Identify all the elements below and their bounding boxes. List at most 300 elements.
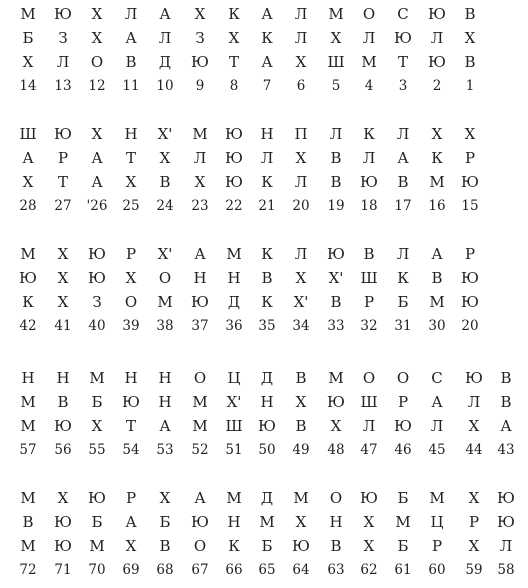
letter-cell: М — [20, 417, 36, 435]
letter-row — [0, 50, 528, 74]
letter-row — [0, 2, 528, 26]
letter-cell: Л — [396, 125, 410, 143]
letter-cell: Ю — [497, 513, 515, 531]
number-row — [0, 314, 528, 338]
number-cell: 34 — [292, 318, 310, 334]
letter-cell: Ρ — [125, 489, 137, 507]
letter-cell: З — [92, 293, 102, 311]
letter-cell: Ю — [191, 53, 209, 71]
letter-cell: М — [89, 537, 105, 555]
letter-cell: А — [125, 513, 137, 531]
letter-cell: В — [295, 417, 307, 435]
letter-cell: Л — [193, 149, 207, 167]
letter-cell: Х — [464, 29, 476, 47]
letter-cell: Ц — [430, 513, 444, 531]
letter-cell: В — [464, 5, 476, 23]
number-cell: 65 — [258, 562, 276, 578]
letter-cell: Ρ — [464, 245, 476, 263]
letter-cell: В — [330, 149, 342, 167]
letter-cell: Л — [294, 29, 308, 47]
letter-cell: К — [261, 173, 273, 191]
letter-cell: Ю — [54, 537, 72, 555]
number-cell: 43 — [497, 442, 515, 458]
letter-cell: М — [89, 369, 105, 387]
letter-cell: Ю — [292, 537, 310, 555]
number-cell: 55 — [88, 442, 106, 458]
letter-cell: А — [194, 245, 206, 263]
letter-cell: Т — [125, 149, 136, 167]
letter-row — [0, 170, 528, 194]
number-cell: 41 — [54, 318, 72, 334]
letter-cell: В — [159, 173, 171, 191]
letter-cell: Х' — [157, 125, 173, 143]
letter-cell: Ю — [360, 173, 378, 191]
letter-cell: Х — [431, 125, 443, 143]
letter-cell: В — [500, 393, 512, 411]
number-cell: 61 — [394, 562, 412, 578]
letter-cell: О — [193, 369, 207, 387]
letter-cell: М — [328, 5, 344, 23]
letter-cell: Ш — [19, 125, 37, 143]
letter-cell: Д — [260, 369, 274, 387]
letter-cell: Ю — [465, 369, 483, 387]
letter-cell: Х — [363, 513, 375, 531]
number-cell: 1 — [465, 78, 475, 94]
number-row — [0, 74, 528, 98]
letter-cell: Н — [56, 369, 70, 387]
letter-cell: Ю — [497, 489, 515, 507]
letter-cell: Л — [396, 245, 410, 263]
letter-cell: Л — [56, 53, 70, 71]
letter-cell: Н — [227, 513, 241, 531]
letter-cell: М — [226, 245, 242, 263]
letter-cell: Ю — [428, 5, 446, 23]
number-row — [0, 194, 528, 218]
number-cell: 3 — [398, 78, 408, 94]
number-cell: 27 — [54, 198, 72, 214]
letter-cell: В — [464, 53, 476, 71]
number-cell: 23 — [191, 198, 209, 214]
letter-cell: Б — [22, 29, 34, 47]
letter-cell: Н — [124, 125, 138, 143]
letter-cell: В — [500, 369, 512, 387]
number-cell: 68 — [156, 562, 174, 578]
letter-cell: Н — [124, 369, 138, 387]
letter-cell: Х — [159, 149, 171, 167]
number-cell: 21 — [258, 198, 276, 214]
number-cell: 18 — [360, 198, 378, 214]
letter-row — [0, 290, 528, 314]
letter-cell: М — [226, 489, 242, 507]
letter-cell: З — [58, 29, 68, 47]
letter-cell: Х — [330, 417, 342, 435]
letter-cell: В — [295, 369, 307, 387]
letter-cell: Ц — [227, 369, 241, 387]
letter-cell: Н — [227, 269, 241, 287]
letter-cell: Ш — [360, 393, 378, 411]
letter-cell: Ю — [461, 293, 479, 311]
letter-cell: М — [20, 537, 36, 555]
letter-cell: Х — [295, 149, 307, 167]
letter-cell: Т — [228, 53, 239, 71]
letter-cell: Т — [57, 173, 68, 191]
number-cell: 12 — [88, 78, 106, 94]
letter-cell: А — [159, 417, 171, 435]
letter-cell: Ρ — [464, 149, 476, 167]
letter-cell: Ю — [54, 417, 72, 435]
letter-cell: Х — [22, 173, 34, 191]
letter-cell: Ю — [394, 29, 412, 47]
letter-cell: В — [159, 537, 171, 555]
letter-cell: Х — [91, 5, 103, 23]
letter-cell: Л — [294, 5, 308, 23]
letter-cell: Х — [125, 269, 137, 287]
letter-cell: Ρ — [125, 245, 137, 263]
number-cell: 60 — [428, 562, 446, 578]
letter-cell: Ш — [327, 53, 345, 71]
letter-cell: М — [20, 5, 36, 23]
letter-cell: Х — [159, 489, 171, 507]
letter-cell: А — [261, 5, 273, 23]
letter-cell: Х — [464, 125, 476, 143]
letter-cell: Ю — [461, 173, 479, 191]
letter-cell: Л — [430, 29, 444, 47]
letter-cell: Т — [125, 417, 136, 435]
letter-cell: Х — [22, 53, 34, 71]
letter-cell: А — [431, 245, 443, 263]
letter-cell: Х — [57, 293, 69, 311]
letter-row — [0, 242, 528, 266]
letter-cell: Ю — [88, 269, 106, 287]
letter-cell: А — [261, 53, 273, 71]
letter-cell: М — [361, 53, 377, 71]
number-cell: 52 — [191, 442, 209, 458]
letter-cell: Х' — [157, 245, 173, 263]
letter-cell: К — [22, 293, 34, 311]
letter-cell: Х' — [293, 293, 309, 311]
number-cell: 17 — [394, 198, 412, 214]
letter-row — [0, 510, 528, 534]
letter-cell: М — [259, 513, 275, 531]
number-row — [0, 558, 528, 582]
letter-cell: М — [429, 293, 445, 311]
letter-cell: Б — [397, 537, 409, 555]
letter-cell: П — [294, 125, 308, 143]
letter-row — [0, 146, 528, 170]
letter-row — [0, 266, 528, 290]
letter-cell: Т — [397, 53, 408, 71]
letter-row — [0, 26, 528, 50]
letter-cell: Ю — [54, 513, 72, 531]
letter-cell: К — [431, 149, 443, 167]
number-cell: 31 — [394, 318, 412, 334]
number-cell: 2 — [432, 78, 442, 94]
letter-cell: Л — [430, 417, 444, 435]
letter-cell: Д — [260, 489, 274, 507]
letter-cell: Х — [295, 393, 307, 411]
letter-cell: Х — [363, 537, 375, 555]
letter-row — [0, 414, 528, 438]
number-cell: 11 — [122, 78, 140, 94]
number-cell: 71 — [54, 562, 72, 578]
letter-cell: Х — [194, 173, 206, 191]
number-cell: 46 — [394, 442, 412, 458]
letter-row — [0, 486, 528, 510]
letter-cell: Н — [158, 369, 172, 387]
letter-cell: Л — [329, 125, 343, 143]
number-cell: 51 — [225, 442, 243, 458]
number-cell: 36 — [225, 318, 243, 334]
letter-cell: Ρ — [431, 537, 443, 555]
number-cell: 37 — [191, 318, 209, 334]
letter-cell: О — [362, 369, 376, 387]
letter-cell: Ю — [88, 245, 106, 263]
letter-cell: Ю — [54, 125, 72, 143]
letter-cell: Ρ — [57, 149, 69, 167]
letter-cell: О — [90, 53, 104, 71]
letter-cell: Д — [227, 293, 241, 311]
letter-cell: М — [192, 125, 208, 143]
letter-cell: Х — [194, 5, 206, 23]
letter-cell: М — [328, 369, 344, 387]
letter-cell: Б — [397, 489, 409, 507]
letter-row — [0, 534, 528, 558]
letter-cell: А — [194, 489, 206, 507]
number-cell: 50 — [258, 442, 276, 458]
number-cell: 6 — [296, 78, 306, 94]
letter-cell: Х — [91, 125, 103, 143]
number-cell: 58 — [497, 562, 515, 578]
letter-cell: Н — [260, 393, 274, 411]
letter-cell: О — [193, 537, 207, 555]
letter-cell: Х — [468, 417, 480, 435]
letter-cell: С — [431, 369, 443, 387]
letter-cell: К — [261, 245, 273, 263]
letter-cell: Д — [158, 53, 172, 71]
letter-cell: Ю — [428, 53, 446, 71]
number-row — [0, 438, 528, 462]
number-cell: 8 — [229, 78, 239, 94]
letter-cell: В — [330, 537, 342, 555]
number-cell: 7 — [262, 78, 272, 94]
number-cell: 45 — [428, 442, 446, 458]
letter-cell: Н — [260, 125, 274, 143]
letter-cell: М — [429, 173, 445, 191]
number-cell: 28 — [19, 198, 37, 214]
letter-cell: Ю — [327, 393, 345, 411]
number-cell: 54 — [122, 442, 140, 458]
letter-cell: Б — [261, 537, 273, 555]
letter-cell: Ю — [191, 293, 209, 311]
letter-cell: Х — [125, 173, 137, 191]
letter-cell: А — [159, 5, 171, 23]
letter-cell: Ю — [225, 149, 243, 167]
letter-cell: Н — [158, 393, 172, 411]
number-cell: '26 — [86, 198, 108, 214]
letter-cell: Х — [295, 53, 307, 71]
letter-cell: Ю — [88, 489, 106, 507]
letter-cell: О — [396, 369, 410, 387]
letter-cell: Х — [228, 29, 240, 47]
letter-row — [0, 390, 528, 414]
number-cell: 48 — [327, 442, 345, 458]
letter-cell: К — [261, 293, 273, 311]
number-cell: 5 — [331, 78, 341, 94]
letter-cell: Ю — [258, 417, 276, 435]
number-cell: 22 — [225, 198, 243, 214]
letter-cell: В — [261, 269, 273, 287]
letter-cell: Ш — [225, 417, 243, 435]
number-cell: 32 — [360, 318, 378, 334]
letter-cell: Ю — [191, 513, 209, 531]
letter-cell: Х' — [226, 393, 242, 411]
number-cell: 39 — [122, 318, 140, 334]
number-cell: 4 — [364, 78, 374, 94]
letter-cell: Ρ — [397, 393, 409, 411]
number-cell: 38 — [156, 318, 174, 334]
letter-cell: Ρ — [363, 293, 375, 311]
letter-cell: Б — [91, 393, 103, 411]
letter-cell: М — [192, 393, 208, 411]
letter-cell: Х — [91, 29, 103, 47]
letter-cell: Х — [295, 269, 307, 287]
letter-cell: А — [22, 149, 34, 167]
letter-cell: Х — [57, 245, 69, 263]
letter-cell: Ю — [19, 269, 37, 287]
letter-row — [0, 366, 528, 390]
letter-cell: Ю — [360, 489, 378, 507]
letter-cell: Л — [362, 29, 376, 47]
number-cell: 35 — [258, 318, 276, 334]
letter-cell: М — [395, 513, 411, 531]
letter-cell: Л — [294, 173, 308, 191]
letter-cell: О — [158, 269, 172, 287]
letter-cell: Ю — [394, 417, 412, 435]
letter-cell: Б — [397, 293, 409, 311]
letter-cell: С — [397, 5, 409, 23]
letter-cell: О — [329, 489, 343, 507]
number-cell: 59 — [465, 562, 483, 578]
letter-cell: Н — [193, 269, 207, 287]
letter-cell: Л — [158, 29, 172, 47]
letter-cell: А — [397, 149, 409, 167]
letter-cell: М — [429, 489, 445, 507]
letter-cell: А — [91, 173, 103, 191]
letter-cell: Б — [159, 513, 171, 531]
letter-cell: В — [431, 269, 443, 287]
letter-cell: Х — [295, 513, 307, 531]
letter-cell: В — [397, 173, 409, 191]
letter-cell: О — [362, 5, 376, 23]
letter-cell: Л — [294, 245, 308, 263]
number-cell: 47 — [360, 442, 378, 458]
letter-cell: Х — [57, 269, 69, 287]
letter-cell: Л — [362, 149, 376, 167]
number-cell: 62 — [360, 562, 378, 578]
letter-cell: Л — [124, 5, 138, 23]
letter-cell: М — [20, 245, 36, 263]
letter-cell: В — [22, 513, 34, 531]
letter-cell: Х' — [328, 269, 344, 287]
number-cell: 25 — [122, 198, 140, 214]
letter-cell: К — [228, 537, 240, 555]
letter-cell: В — [330, 293, 342, 311]
letter-cell: Н — [329, 513, 343, 531]
letter-cell: А — [125, 29, 137, 47]
number-cell: 64 — [292, 562, 310, 578]
letter-cell: Ю — [122, 393, 140, 411]
letter-cell: Ρ — [468, 513, 480, 531]
letter-cell: В — [57, 393, 69, 411]
letter-cell: К — [228, 5, 240, 23]
number-cell: 56 — [54, 442, 72, 458]
letter-cell: Х — [125, 537, 137, 555]
number-cell: 42 — [19, 318, 37, 334]
number-cell: 70 — [88, 562, 106, 578]
letter-cell: Ю — [54, 5, 72, 23]
letter-cell: Н — [21, 369, 35, 387]
number-cell: 20 — [461, 318, 479, 334]
letter-cell: Х — [57, 489, 69, 507]
number-cell: 10 — [156, 78, 174, 94]
letter-cell: М — [20, 489, 36, 507]
number-cell: 66 — [225, 562, 243, 578]
letter-cell: К — [261, 29, 273, 47]
number-cell: 19 — [327, 198, 345, 214]
letter-cell: Х — [330, 29, 342, 47]
number-cell: 67 — [191, 562, 209, 578]
letter-cell: Ш — [360, 269, 378, 287]
number-cell: 53 — [156, 442, 174, 458]
letter-cell: Б — [91, 513, 103, 531]
letter-cell: Ю — [327, 245, 345, 263]
letter-cell: Ю — [225, 125, 243, 143]
letter-cell: М — [293, 489, 309, 507]
letter-cell: А — [91, 149, 103, 167]
letter-cell: Л — [499, 537, 513, 555]
letter-cell: О — [124, 293, 138, 311]
letter-cell: А — [431, 393, 443, 411]
number-cell: 44 — [465, 442, 483, 458]
number-cell: 24 — [156, 198, 174, 214]
number-cell: 33 — [327, 318, 345, 334]
letter-cell: М — [20, 393, 36, 411]
letter-cell: В — [125, 53, 137, 71]
number-cell: 15 — [461, 198, 479, 214]
letter-row — [0, 122, 528, 146]
number-cell: 69 — [122, 562, 140, 578]
letter-cell: Ю — [225, 173, 243, 191]
letter-cell: В — [330, 173, 342, 191]
number-cell: 13 — [54, 78, 72, 94]
letter-cell: Л — [467, 393, 481, 411]
letter-cell: В — [363, 245, 375, 263]
number-cell: 72 — [19, 562, 37, 578]
number-cell: 49 — [292, 442, 310, 458]
number-cell: 63 — [327, 562, 345, 578]
letter-cell: Ю — [461, 269, 479, 287]
letter-cell: Х — [468, 537, 480, 555]
letter-cell: К — [397, 269, 409, 287]
letter-cell: Х — [91, 417, 103, 435]
number-cell: 14 — [19, 78, 37, 94]
letter-cell: М — [192, 417, 208, 435]
number-cell: 9 — [195, 78, 205, 94]
letter-cell: М — [157, 293, 173, 311]
number-cell: 20 — [292, 198, 310, 214]
letter-cell: А — [500, 417, 512, 435]
number-cell: 30 — [428, 318, 446, 334]
